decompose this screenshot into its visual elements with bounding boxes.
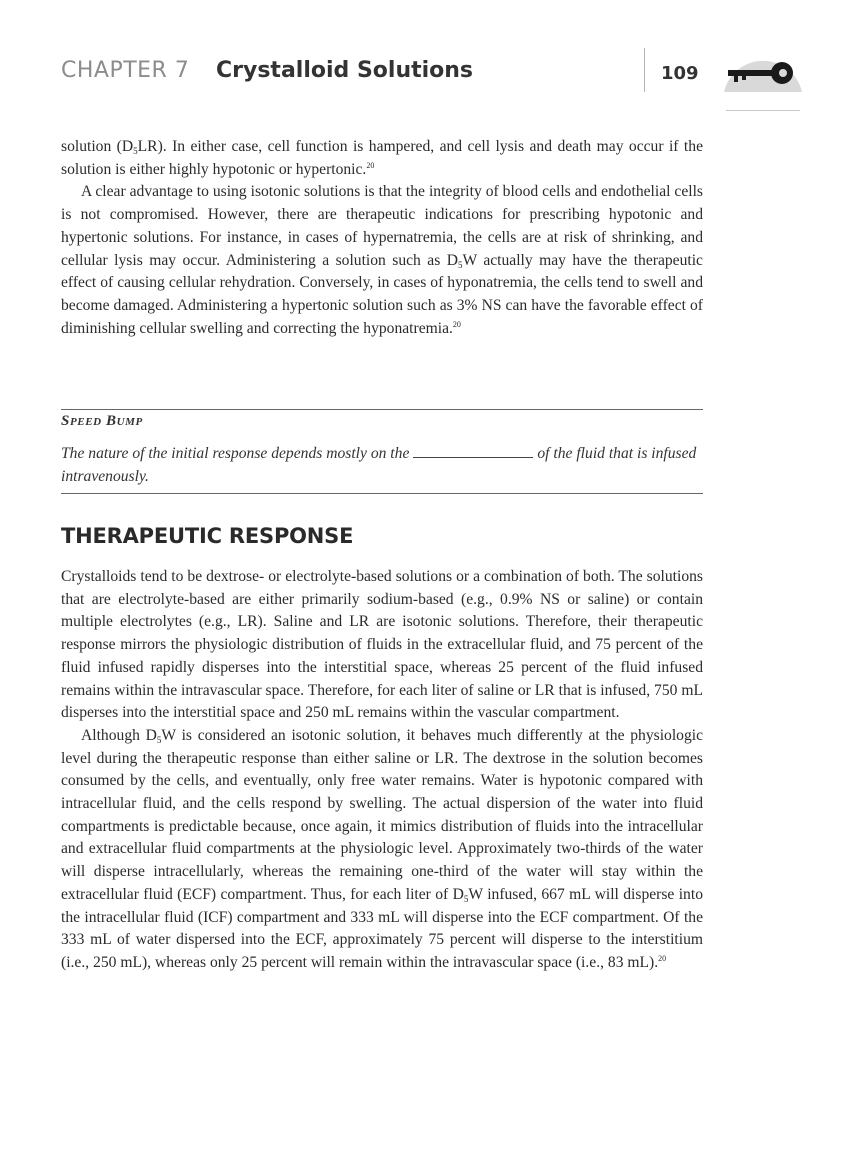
key-icon [720, 48, 804, 98]
chapter-title: Crystalloid Solutions [216, 58, 474, 83]
speed-bump-top-rule [61, 409, 703, 410]
intro-text [61, 136, 703, 340]
section-paragraph-1: Crystalloids tend to be dextrose- or electrolyte-based solutions or a combination of both. The solutions that are electrolyte-based are either primarily sodium-based (e.g., 0.9% NS or saline) or contain multiple electrolytes (e.g., LR). Saline and LR are isotonic solutions. Therefore, their therapeutic response mirrors the physiologic distribution of fluids in the extracellular fluid, and 75 percent of the fluid infused rapidly disperses into the interstitial space, whereas 25 percent of the fluid infused remains within the intravascular space. Therefore, for each liter of saline or LR that is infused, 750 mL disperses into the interstitial space and 250 mL remains within the vascular compartment. [61, 568, 703, 722]
section-heading: THERAPEUTIC RESPONSE [61, 524, 354, 548]
header-rule [726, 110, 800, 111]
speed-bump-title: Speed Bump [61, 413, 143, 429]
page-header [61, 48, 803, 110]
section-paragraph-2: Although $D_5W$ is considered an isotonic solution, it behaves much differently at the physiologic level during the therapeutic response than either saline or LR. The dextrose in the solution becomes consumed by the cells, and eventually, only free water remains. Water is hypotonic compared with intracellular fluid, and the cells respond by swelling. The actual dispersion of the water into fluid compartments is predictable because, once again, it mimics distribution of fluids into the intracellular and extracellular fluid compartments at the physiologic level. Approximately two-thirds of the water will disperse intracellularly, whereas the remaining one-third of the water will stay within the extracellular fluid (ECF) compartment. Thus, for each liter of $D_5W$ infused, 667 mL will disperse into the intracellular fluid (ICF) compartment and 333 mL will disperse into the ECF compartment. Of the 333 mL of water dispersed into the ECF, approximately 75 percent will disperse to the interstitium (i.e., 250 mL), whereas only 25 percent will remain within the intravascular space (i.e., 83 mL).$^{20}$ [61, 726, 704, 971]
intro-paragraph-1: solution $(D_5LR)$. In either case, cell function is hampered, and cell lysis and death may occur if the solution is either highly hypotonic or hypertonic.$^{20}$ [61, 138, 703, 178]
page-number: 109 [661, 63, 699, 84]
speed-bump-question: The nature of the initial response depends mostly on the of the fluid that is infused intravenously. [61, 445, 697, 485]
intro-paragraph-2: A clear advantage to using isotonic solutions is that the integrity of blood cells and endothelial cells is not compromised. However, there are therapeutic indications for prescribing hypotonic and hypertonic solutions. For instance, in cases of hypernatremia, the cells are at risk of shrinking, and cellular lysis may occur. Administering a solution such as $D_5W$ actually may have the therapeutic effect of causing cellular rehydration. Conversely, in cases of hyponatremia, the cells tend to swell and become damaged. Administering a hypertonic solution such as 3% NS can have the favorable effect of diminishing cellular swelling and correcting the hyponatremia.$^{20}$ [61, 183, 703, 337]
header-divider [644, 48, 645, 92]
answer-blank [413, 443, 533, 458]
chapter-label: CHAPTER 7 [61, 58, 190, 83]
section-text [61, 566, 703, 975]
speed-bump-bottom-rule [61, 493, 703, 494]
